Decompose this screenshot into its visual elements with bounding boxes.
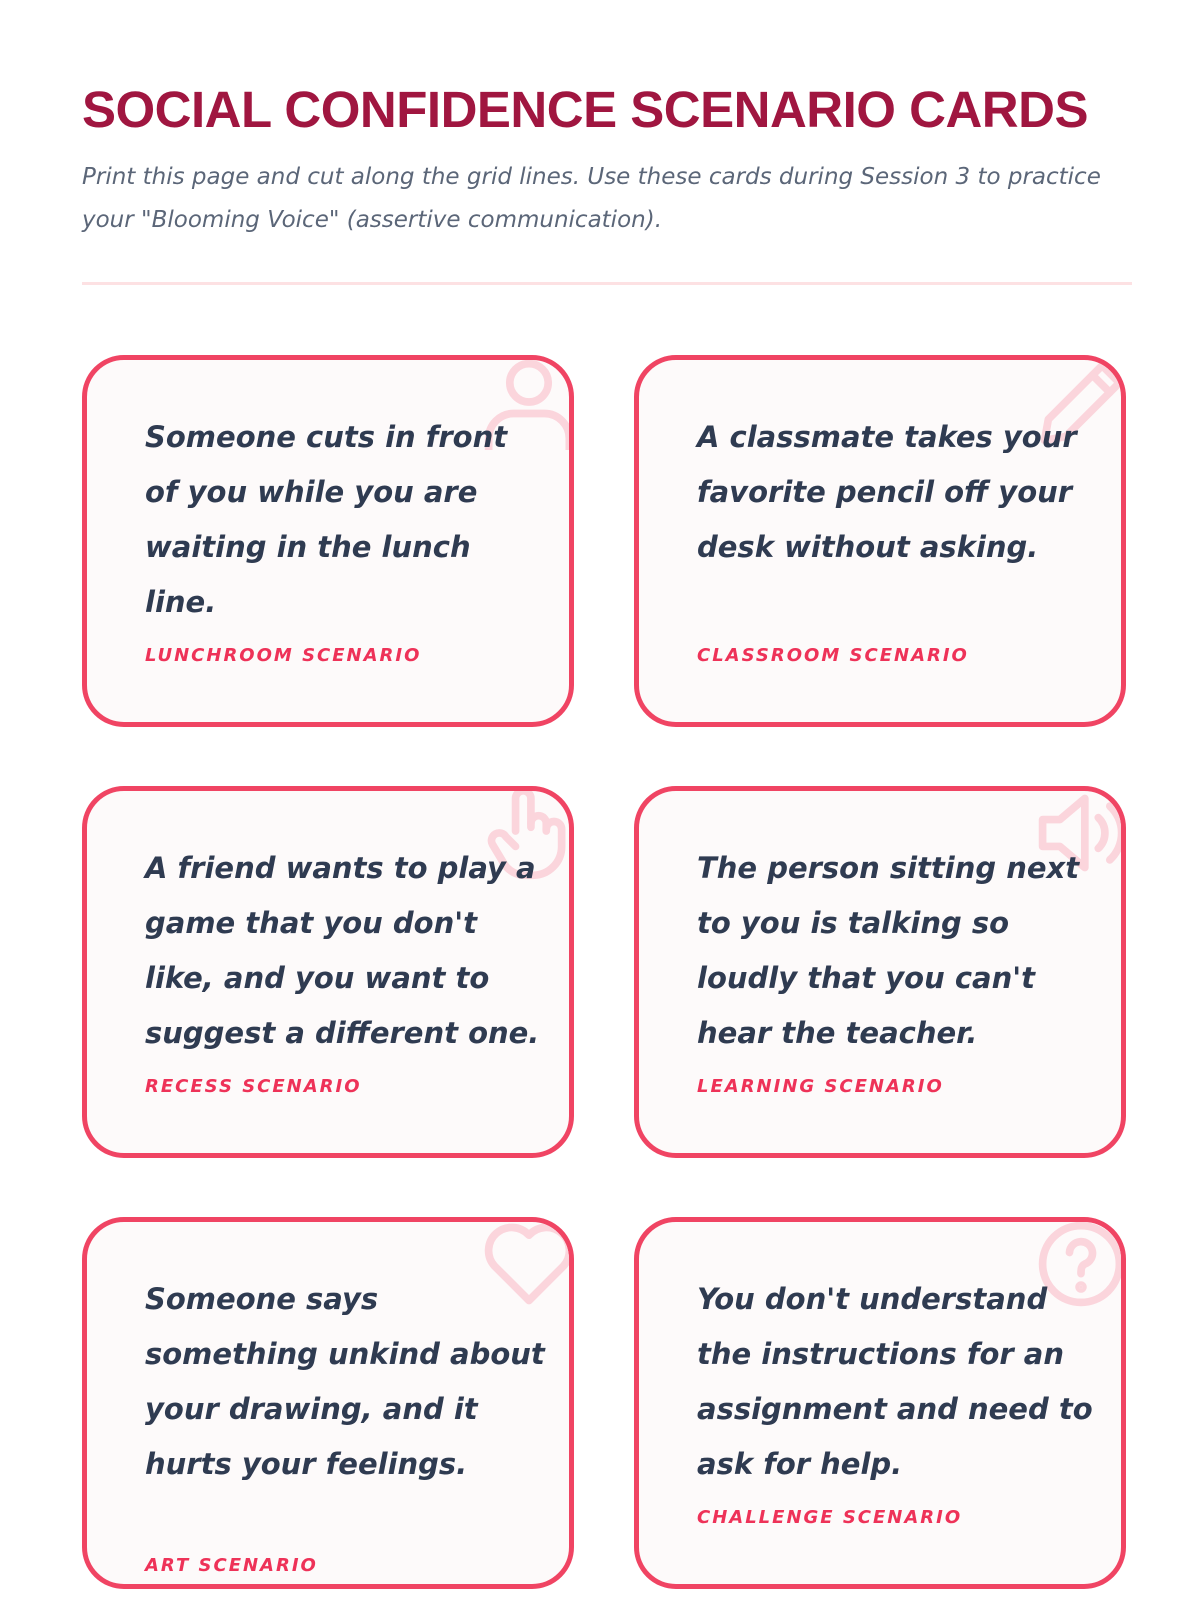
scenario-label: ART SCENARIO xyxy=(145,1555,318,1576)
scenario-card-art xyxy=(82,1217,574,1589)
scenario-text: Someone says something unkind about your drawing, and it hurts your feelings. xyxy=(145,1282,545,1481)
scenario-text: A classmate takes your favorite pencil off your desk without asking. xyxy=(697,420,1077,564)
scenario-text: A friend wants to play a game that you don't like, and you want to suggest a different one. xyxy=(145,851,540,1050)
scenario-card-learning xyxy=(634,786,1126,1158)
scenario-label: LUNCHROOM SCENARIO xyxy=(145,645,422,666)
scenario-label: RECESS SCENARIO xyxy=(145,1076,362,1097)
page-title: SOCIAL CONFIDENCE SCENARIO CARDS xyxy=(82,81,1088,138)
scenario-card-challenge xyxy=(634,1217,1126,1589)
scenario-card-recess xyxy=(82,786,574,1158)
divider xyxy=(82,282,1132,285)
scenario-label: CLASSROOM SCENARIO xyxy=(697,645,969,666)
scenario-card-lunchroom xyxy=(82,355,574,727)
scenario-card-classroom xyxy=(634,355,1126,727)
scenario-label: LEARNING SCENARIO xyxy=(697,1076,944,1097)
scenario-text: The person sitting next to you is talking so loudly that you can't hear the teacher. xyxy=(697,851,1080,1050)
scenario-text: Someone cuts in front of you while you are waiting in the lunch line. xyxy=(145,420,508,619)
page-intro: Print this page and cut along the grid lines. Use these cards during Session 3 to practice your "Blooming Voice" (assertive communication). xyxy=(82,164,1101,233)
scenario-text: You don't understand the instructions for an assignment and need to ask for help. xyxy=(697,1282,1093,1481)
scenario-label: CHALLENGE SCENARIO xyxy=(697,1507,963,1528)
